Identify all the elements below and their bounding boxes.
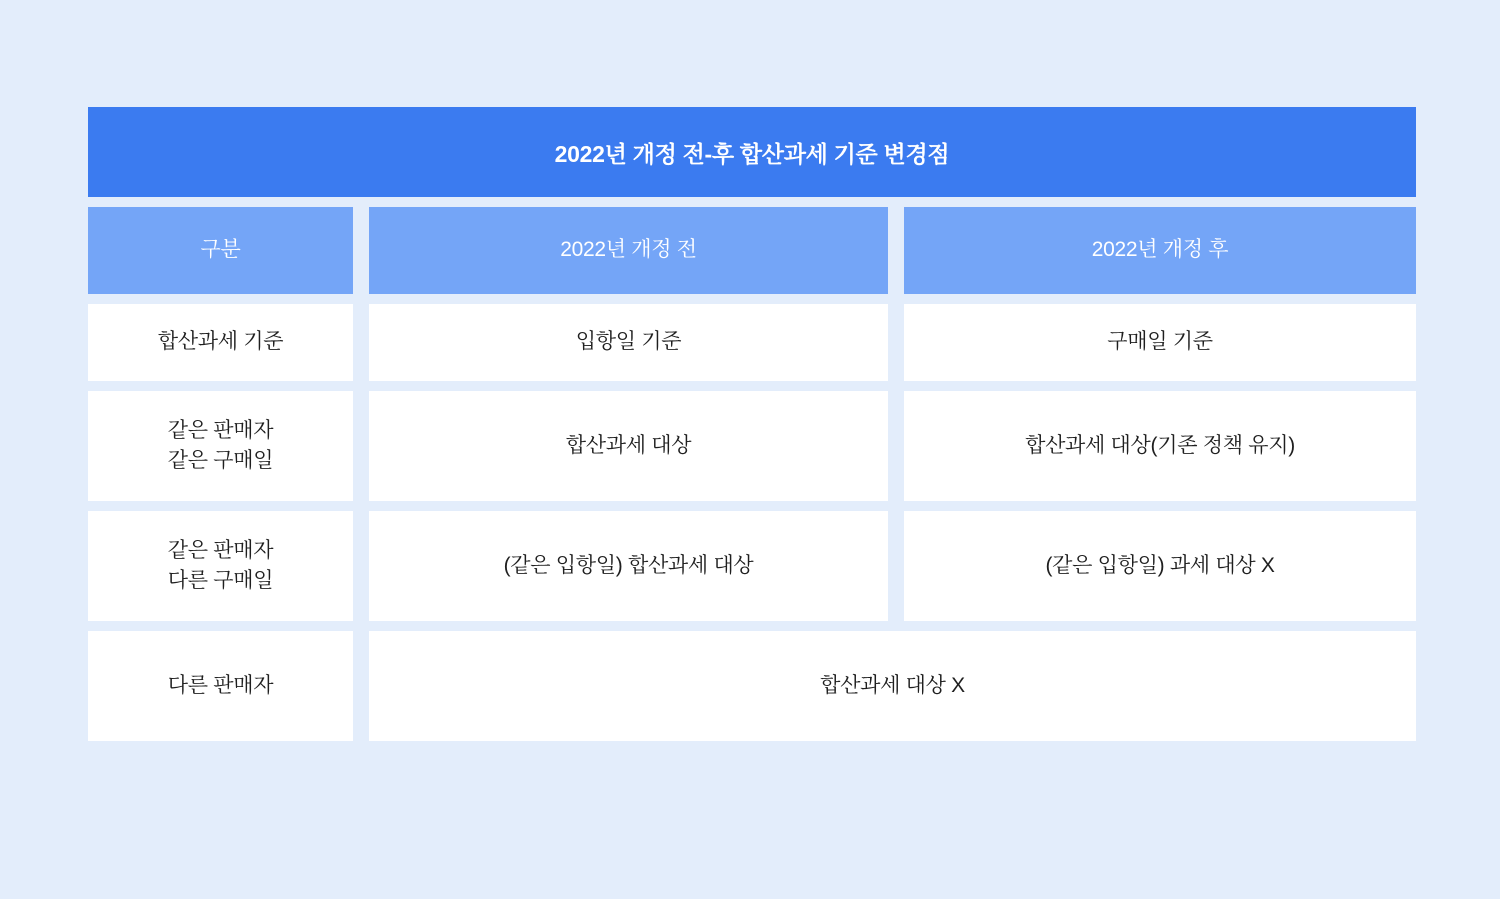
comparison-table: [88, 107, 1416, 741]
row-label: [88, 511, 353, 621]
row-value-before: 합산과세 대상: [369, 391, 888, 501]
table-title: 2022년 개정 전-후 합산과세 기준 변경점: [88, 107, 1416, 197]
row-label-line-2: 다른 구매일: [167, 569, 274, 592]
row-label-line-1: 같은 판매자: [167, 538, 274, 562]
header-cell-before: 2022년 개정 전: [369, 207, 888, 294]
row-label: [88, 391, 353, 501]
row-value-before: 입항일 기준: [369, 304, 888, 381]
row-label: 다른 판매자: [88, 631, 353, 741]
row-label: 합산과세 기준: [88, 304, 353, 381]
row-value-before: (같은 입항일) 합산과세 대상: [369, 511, 888, 621]
header-cell-category: 구분: [88, 207, 353, 294]
row-value-merged: 합산과세 대상 X: [369, 631, 1416, 741]
table-row: [88, 391, 1416, 501]
header-cell-after: 2022년 개정 후: [904, 207, 1416, 294]
table-row: [88, 304, 1416, 381]
row-label-line-1: 같은 판매자: [167, 418, 274, 442]
table-row: [88, 511, 1416, 621]
table-header-row: [88, 207, 1416, 294]
row-value-after: 합산과세 대상(기존 정책 유지): [904, 391, 1416, 501]
row-value-after: 구매일 기준: [904, 304, 1416, 381]
row-label-line-2: 같은 구매일: [167, 449, 274, 472]
row-value-after: (같은 입항일) 과세 대상 X: [904, 511, 1416, 621]
table-row: [88, 631, 1416, 741]
